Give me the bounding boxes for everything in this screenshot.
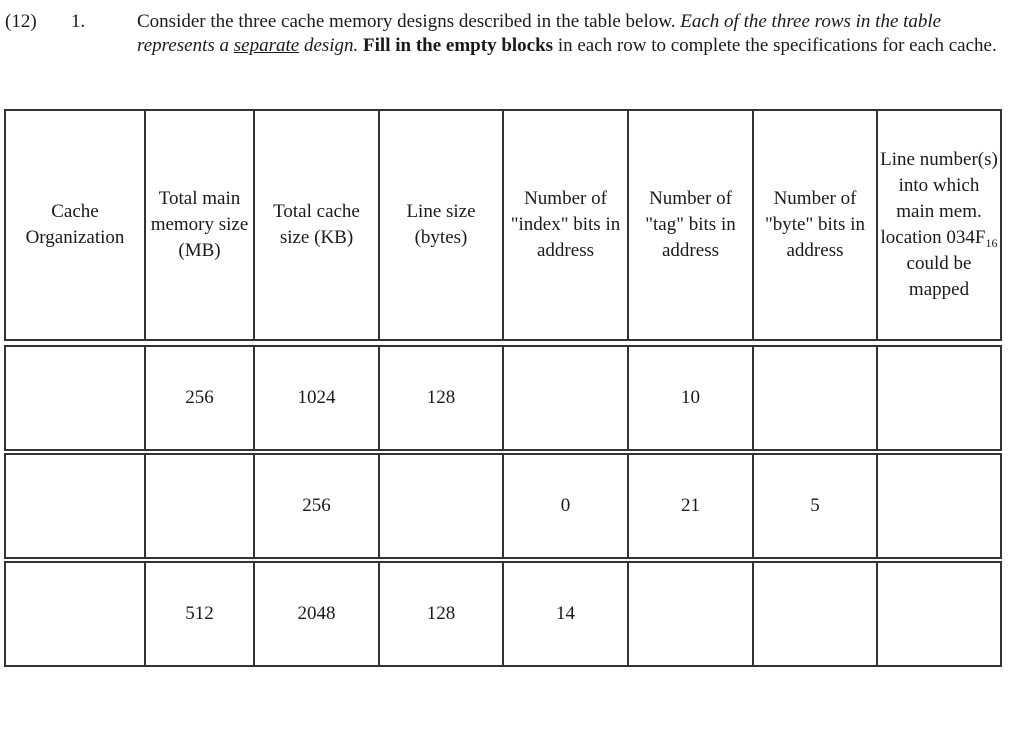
header-line-numbers-end: could be mapped [906,253,972,300]
header-line-size: Line size (bytes) [379,110,503,340]
table-row [5,346,1001,450]
cache-table-wrapper [4,109,1000,671]
question-text-italic2: design. [303,35,359,56]
header-row [5,110,1001,340]
header-index-bits: Number of "index" bits in address [503,110,628,340]
header-tag-bits: Number of "tag" bits in address [628,110,753,340]
question-text-separate: separate [233,35,300,56]
cell-main-mem[interactable] [145,454,254,558]
cell-byte-bits[interactable] [753,346,877,450]
cell-org[interactable] [5,562,145,666]
question-text-italic1: Each of the three rows in the table represents a [137,11,942,56]
cell-cache-size: 2048 [254,562,379,666]
cell-tag-bits: 10 [628,346,753,450]
cell-lines[interactable] [877,454,1001,558]
table-row [5,454,1001,558]
header-cache-organization: Cache Organization [5,110,145,340]
cache-table [4,109,1002,667]
cell-tag-bits[interactable] [628,562,753,666]
header-line-numbers-subscript: 16 [985,236,998,250]
question-text-part2: in each row to complete the specifications for each cache. [557,35,997,56]
cell-line-size: 128 [379,346,503,450]
question-number: 1. [71,11,86,32]
header-cache-size: Total cache size (KB) [254,110,379,340]
cell-cache-size: 1024 [254,346,379,450]
table-row [5,562,1001,666]
cell-byte-bits: 5 [753,454,877,558]
cell-cache-size: 256 [254,454,379,558]
header-line-numbers [877,110,1001,340]
question-text-part1: Consider the three cache memory designs described in the table below. [137,11,676,32]
cell-lines[interactable] [877,562,1001,666]
header-main-memory-size: Total main memory size (MB) [145,110,254,340]
cell-tag-bits: 21 [628,454,753,558]
header-byte-bits: Number of "byte" bits in address [753,110,877,340]
cell-byte-bits[interactable] [753,562,877,666]
cell-index-bits: 14 [503,562,628,666]
cell-index-bits[interactable] [503,346,628,450]
cell-index-bits: 0 [503,454,628,558]
question-text-bold: Fill in the empty blocks [363,35,554,56]
cell-main-mem: 256 [145,346,254,450]
question-points: (12) [5,11,37,32]
question-text [137,10,1007,58]
header-line-numbers-text: Line number(s) into which main mem. location 034F [880,149,998,248]
cell-line-size: 128 [379,562,503,666]
cell-org[interactable] [5,454,145,558]
cell-line-size[interactable] [379,454,503,558]
cell-org[interactable] [5,346,145,450]
cell-lines[interactable] [877,346,1001,450]
cell-main-mem: 512 [145,562,254,666]
